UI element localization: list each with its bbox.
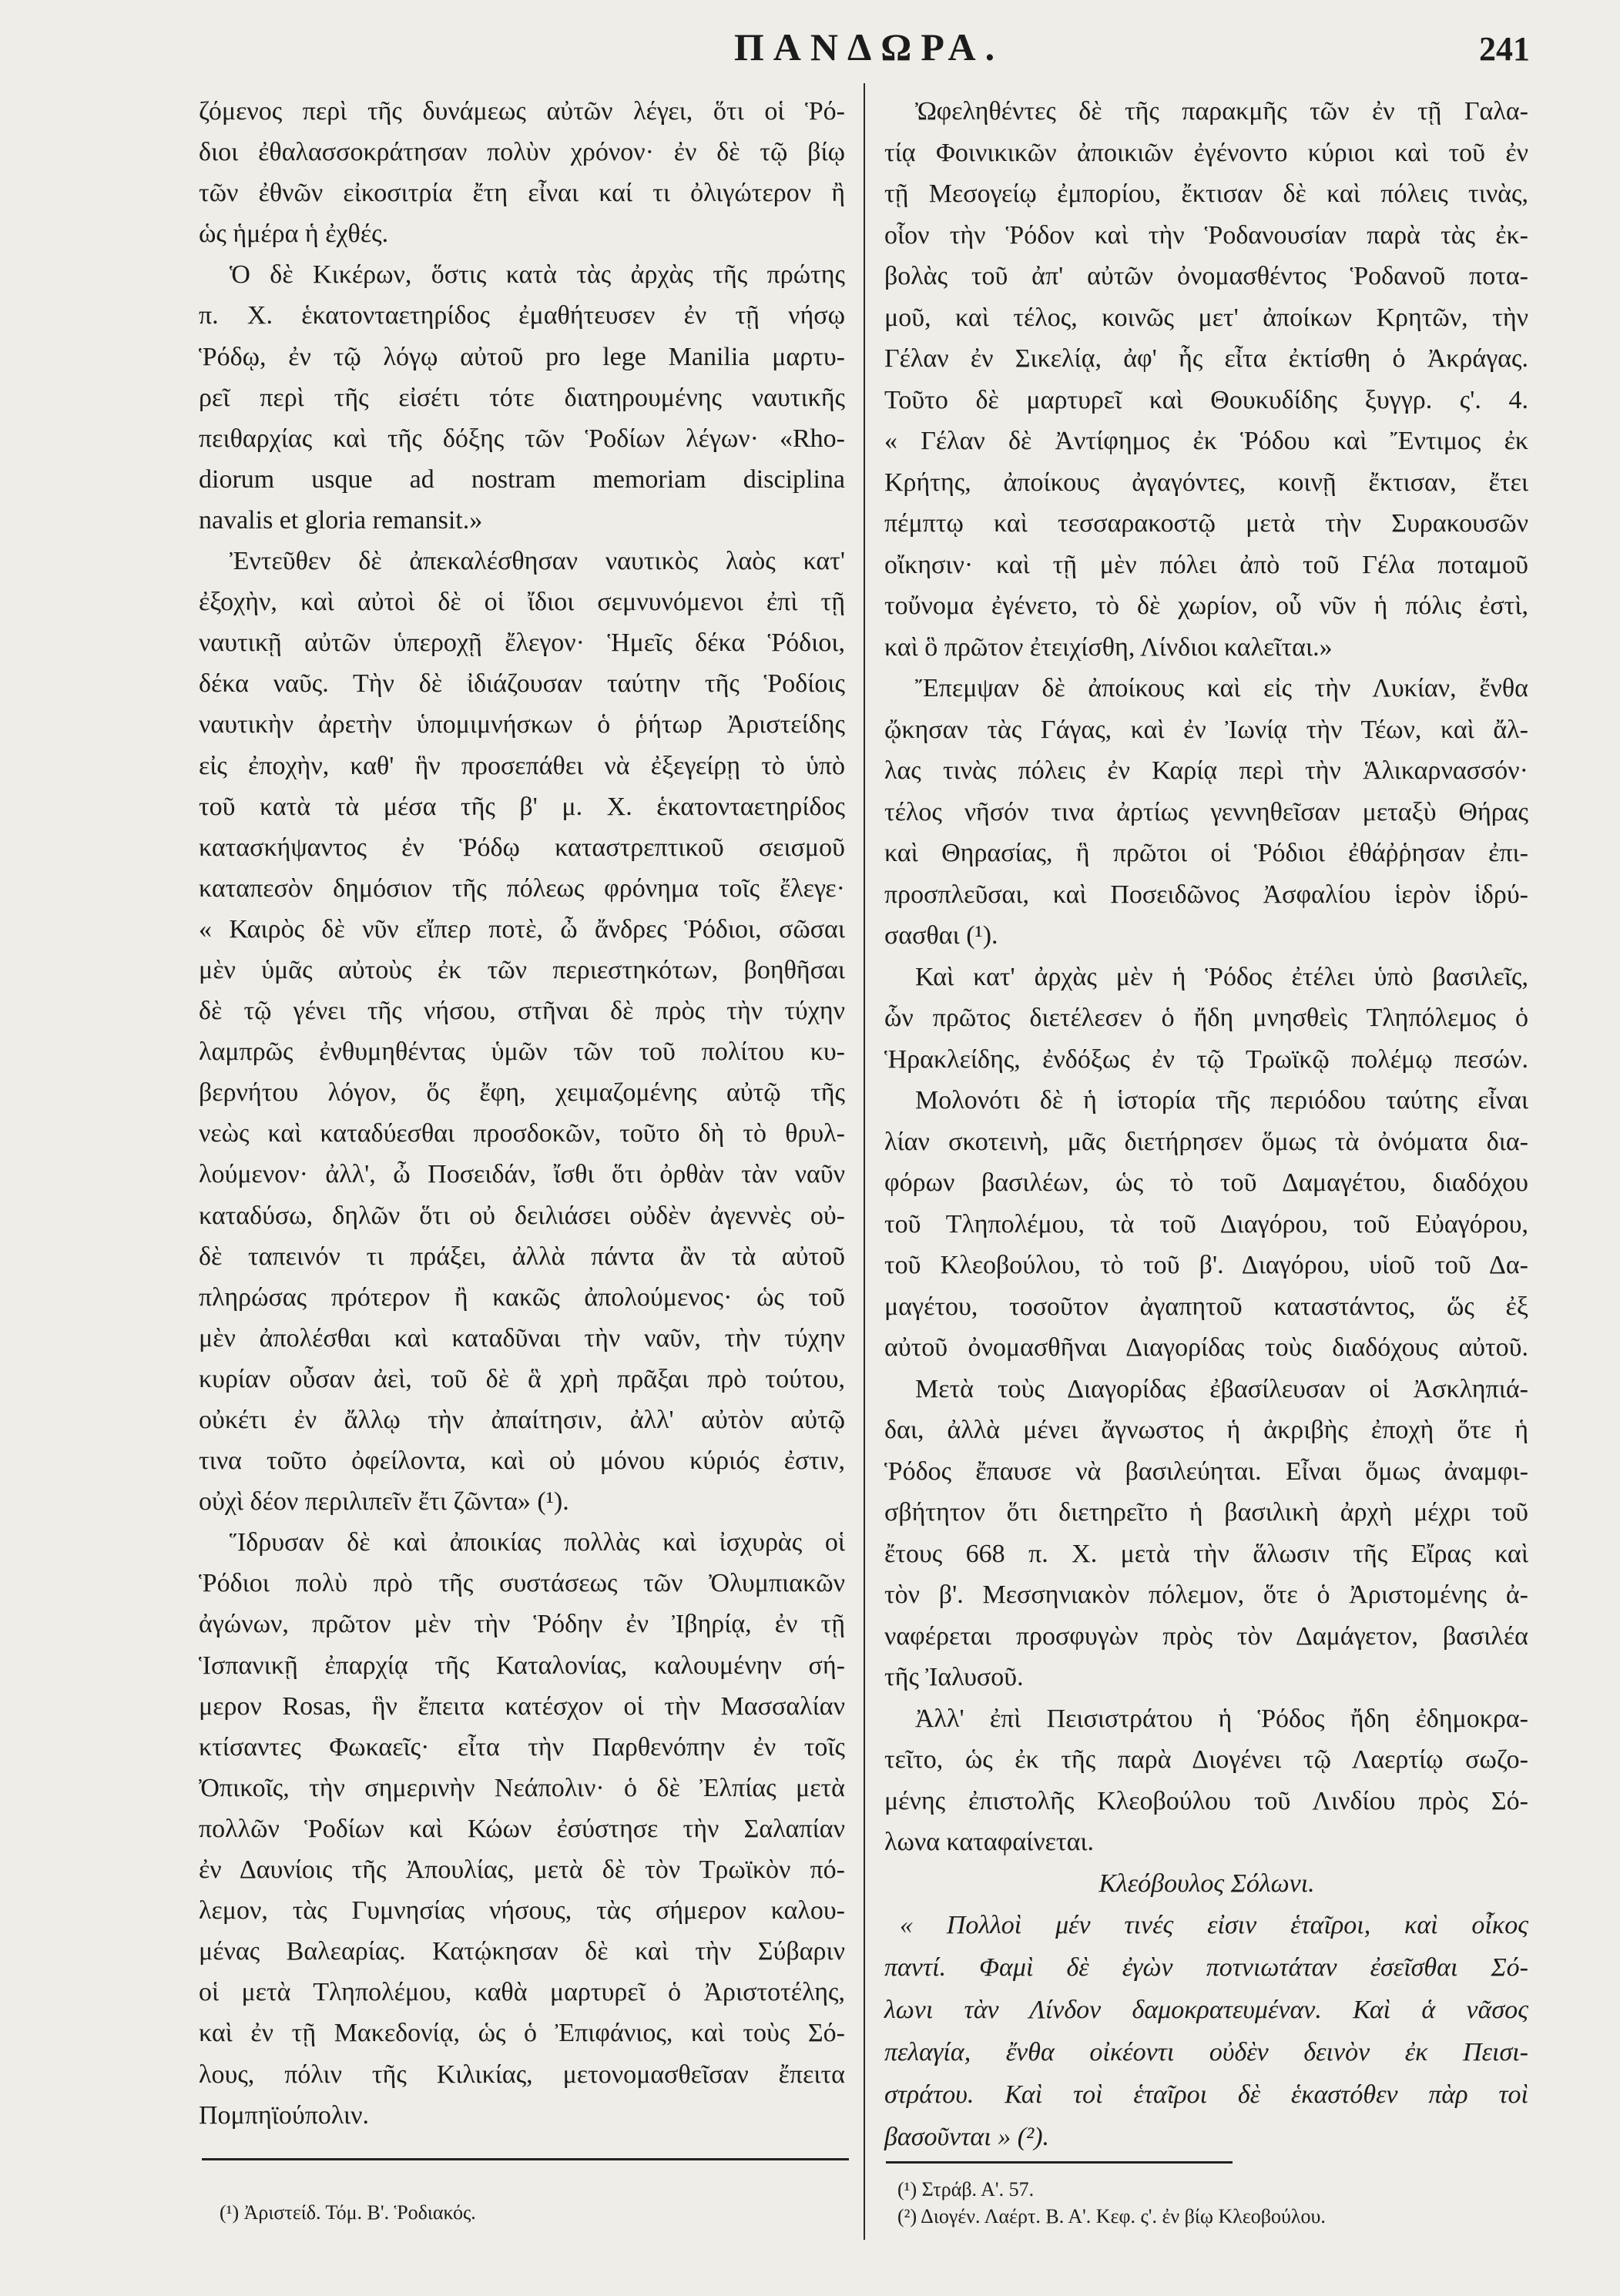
right-line: μοῦ, καὶ τέλος, κοινῶς μετ' ἀποίκων Κρητῶν, τὴν xyxy=(884,303,1528,332)
left-line: ρεῖ περὶ τῆς εἰσέτι τότε διατηρουμένης ναυτικῆς xyxy=(199,383,845,412)
right-line: αὐτοῦ ὀνομασθῆναι Διαγορίδας τοὺς διαδόχους αὐτοῦ. xyxy=(884,1333,1528,1362)
left-line: ζόμενος περὶ τῆς δυνάμεως αὐτῶν λέγει, ὅτι οἱ Ῥό- xyxy=(199,97,845,126)
page-number: 241 xyxy=(1479,30,1530,68)
left-line: μένας Βαλεαρίας. Κατῴκησαν δὲ καὶ τὴν Σύβαριν xyxy=(199,1937,845,1966)
right-line: πέμπτῳ καὶ τεσσαρακοστῷ μετὰ τὴν Συρακουσῶν xyxy=(884,509,1528,538)
right-line: Ἀλλ' ἐπὶ Πεισιστράτου ἡ Ῥόδος ἤδη ἐδημοκρα- xyxy=(915,1704,1528,1733)
left-line: δὲ ταπεινόν τι πράξει, ἀλλὰ πάντα ἂν τὰ αὐτοῦ xyxy=(199,1242,845,1271)
footnote-left-1: (¹) Ἀριστείδ. Τόμ. Β'. Ῥοδιακός. xyxy=(220,2201,476,2224)
letter-line: λωνι τὰν Λίνδον δαμοκρατευμέναν. Καὶ ἁ νᾶσος xyxy=(884,1996,1528,2024)
right-line: Τοῦτο δὲ μαρτυρεῖ καὶ Θουκυδίδης ξυγγρ. ς'. 4. xyxy=(884,385,1528,414)
left-line: λαμπρῶς ἐνθυμηθέντας ὑμῶν τῶν τοῦ πολίτου κυ- xyxy=(199,1037,845,1067)
column-divider xyxy=(864,83,865,2240)
left-line: ἐν Δαυνίοις τῆς Ἀπουλίας, μετὰ δὲ τὸν Τρωϊκὸν πό- xyxy=(199,1855,845,1885)
right-line: προσπλεῦσαι, καὶ Ποσειδῶνος Ἀσφαλίου ἱερὸν ἱδρύ- xyxy=(884,880,1528,909)
right-line: Καὶ κατ' ἀρχὰς μὲν ἡ Ῥόδος ἐτέλει ὑπὸ βασιλεῖς, xyxy=(915,962,1528,991)
right-line: τεῖτο, ὡς ἐκ τῆς παρὰ Διογένει τῷ Λαερτίῳ σωζο- xyxy=(884,1745,1528,1774)
right-line: Γέλαν ἐν Σικελίᾳ, ἀφ' ἧς εἶτα ἐκτίσθη ὁ Ἀκράγας. xyxy=(884,344,1528,373)
left-line: καταπεσὸν δημόσιον τῆς πόλεως φρόνημα τοῖς ἔλεγε· xyxy=(199,873,845,903)
left-line: Ἱσπανικῇ ἐπαρχίᾳ τῆς Καταλονίας, καλουμένην σή- xyxy=(199,1651,845,1680)
right-line: φόρων βασιλέων, ὡς τὸ τοῦ Δαμαγέτου, διαδόχου xyxy=(884,1168,1528,1197)
left-line: τῶν ἐθνῶν εἰκοσιτρία ἔτη εἶναι καί τι ὀλιγώτερον ἢ xyxy=(199,179,845,208)
letter-line: στράτου. Καὶ τοὶ ἑταῖροι δὲ ἑκαστόθεν πὰρ τοὶ xyxy=(884,2080,1528,2109)
left-line: ναυτικὴν ἀρετὴν ὑπομιμνήσκων ὁ ῥήτωρ Ἀριστείδης xyxy=(199,710,845,739)
right-line: δαι, ἀλλὰ μένει ἄγνωστος ἡ ἀκριβὴς ἐποχὴ ὅτε ἡ xyxy=(884,1416,1528,1444)
right-line: « Γέλαν δὲ Ἀντίφημος ἐκ Ῥόδου καὶ Ἔντιμος ἐκ xyxy=(884,427,1528,455)
left-line: Ῥόδῳ, ἐν τῷ λόγῳ αὐτοῦ pro lege Manilia μαρτυ- xyxy=(199,342,845,371)
right-line: τὸν β'. Μεσσηνιακὸν πόλεμον, ὅτε ὁ Ἀριστομένης ἀ- xyxy=(884,1580,1528,1609)
footnote-rule-right xyxy=(886,2161,1233,2164)
letter-line: πελαγία, ἔνθα οἰκέοντι οὐδὲν δεινὸν ἐκ Πεισι- xyxy=(884,2038,1528,2066)
right-line: λίαν σκοτεινὴ, μᾶς διετήρησεν ὅμως τὰ ὀνόματα δια- xyxy=(884,1127,1528,1156)
right-column xyxy=(884,91,1529,2158)
left-line: Ἐντεῦθεν δὲ ἀπεκαλέσθησαν ναυτικὸς λαὸς κατ' xyxy=(230,547,845,576)
letter-heading: Κλεόβουλος Σόλωνι. xyxy=(1098,1869,1315,1898)
left-line: Ὁ δὲ Κικέρων, ὅστις κατὰ τὰς ἀρχὰς τῆς πρώτης xyxy=(230,260,845,290)
left-line: ὡς ἡμέρα ἡ ἐχθές. xyxy=(199,220,389,249)
left-line: μὲν ὑμᾶς αὐτοὺς ἐκ τῶν περιεστηκότων, βοηθῆσαι xyxy=(199,955,845,984)
right-line: ᾤκησαν τὰς Γάγας, καὶ ἐν Ἰωνίᾳ τὴν Τέων, καὶ ἄλ- xyxy=(884,715,1528,744)
left-line: πειθαρχίας καὶ τῆς δόξης τῶν Ῥοδίων λέγων· «Rho- xyxy=(199,424,845,453)
right-line: Ἔπεμψαν δὲ ἀποίκους καὶ εἰς τὴν Λυκίαν, ἔνθα xyxy=(915,674,1528,702)
right-line: σασθαι (¹). xyxy=(884,921,998,950)
left-line: π. Χ. ἑκατονταετηρίδος ἐμαθήτευσεν ἐν τῇ νήσῳ xyxy=(199,301,845,330)
left-line: navalis et gloria remansit.» xyxy=(199,505,483,535)
right-line: Μολονότι δὲ ἡ ἱστορία τῆς περιόδου ταύτης εἶναι xyxy=(915,1086,1528,1114)
left-line: δὲ τῷ γένει τῆς νήσου, στῆναι δὲ πρὸς τὴν τύχην xyxy=(199,997,845,1026)
right-line: Κρήτης, ἀποίκους ἀγαγόντες, κοινῇ ἔκτισαν, ἔτει xyxy=(884,468,1528,497)
letter-line: βασοῦνται » (²). xyxy=(884,2123,1050,2151)
right-line: καὶ ὃ πρῶτον ἐτειχίσθη, Λίνδιοι καλεῖται.» xyxy=(884,632,1333,662)
right-line: ὧν πρῶτος διετέλεσεν ὁ ἤδη μνησθεὶς Τληπόλεμος ὁ xyxy=(884,1004,1528,1032)
right-line: βολὰς τοῦ ἀπ' αὐτῶν ὀνομασθέντος Ῥοδανοῦ ποτα- xyxy=(884,262,1528,290)
left-line: οὐκέτι ἐν ἄλλῳ τὴν ἀπαίτησιν, ἀλλ' αὐτὸν αὐτῷ xyxy=(199,1406,845,1434)
journal-title: ΠΑΝΔΩΡΑ. xyxy=(733,25,1005,69)
right-line: μαγέτου, τοσοῦτον ἀγαπητοῦ καταστάντος, ὥς ἐξ xyxy=(884,1292,1528,1321)
left-line: δέκα ναῦς. Τὴν δὲ ἰδιάζουσαν ταύτην τῆς Ῥοδίοις xyxy=(199,669,845,699)
left-line: διοι ἐθαλασσοκράτησαν πολὺν χρόνον· ἐν δὲ τῷ βίῳ xyxy=(199,138,845,167)
right-line: τῇ Μεσογείῳ ἐμπορίου, ἔκτισαν δὲ καὶ πόλεις τινὰς, xyxy=(884,179,1528,208)
left-column xyxy=(199,91,846,2136)
footnote-right-1: (¹) Στράβ. Α'. 57. xyxy=(897,2178,1035,2200)
left-line: οὐχὶ δέον περιλιπεῖν ἔτι ζῶντα» (¹). xyxy=(199,1487,569,1517)
left-line: Ὀπικοῖς, τὴν σημερινὴν Νεάπολιν· ὁ δὲ Ἐλπίας μετὰ xyxy=(199,1773,845,1802)
right-line: οἷον τὴν Ῥόδον καὶ τὴν Ῥοδανουσίαν παρὰ τὰς ἐκ- xyxy=(884,220,1528,250)
right-line: ναφέρεται προσφυγὼν πρὸς τὸν Δαμάγετον, βασιλέα xyxy=(884,1621,1528,1651)
left-line: τοῦ κατὰ τὰ μέσα τῆς β' μ. Χ. ἑκατονταετηρίδος xyxy=(199,792,845,821)
right-line: μένης ἐπιστολῆς Κλεοβούλου τοῦ Λινδίου πρὸς Σό- xyxy=(884,1786,1528,1815)
left-line: εἰς ἐποχὴν, καθ' ἣν προσεπάθει νὰ ἐξεγείρῃ τὸ ὑπὸ xyxy=(199,751,845,780)
left-line: βερνήτου λόγον, ὅς ἔφη, χειμαζομένης αὐτῷ τῆς xyxy=(199,1078,845,1108)
right-line: τῆς Ἰαλυσοῦ. xyxy=(884,1663,1024,1691)
left-line: τινα τοῦτο ὀφείλοντα, καὶ οὐ μόνου κύριός ἐστιν, xyxy=(199,1446,845,1476)
left-line: « Καιρὸς δὲ νῦν εἴπερ ποτὲ, ὦ ἄνδρες Ῥόδιοι, σῶσαι xyxy=(199,914,845,944)
right-line: σβήτητον ὅτι διετηρεῖτο ἡ βασιλικὴ ἀρχὴ μέχρι τοῦ xyxy=(884,1498,1528,1527)
right-line: τέλος νῆσόν τινα ἀρτίως γεννηθεῖσαν μεταξὺ Θήρας xyxy=(884,797,1528,826)
left-line: λεμον, τὰς Γυμνησίας νήσους, τὰς σήμερον καλου- xyxy=(199,1896,845,1926)
right-line: τίᾳ Φοινικικῶν ἀποικιῶν ἐγένοντο κύριοι καὶ τοῦ ἐν xyxy=(884,138,1528,167)
right-line: τοῦ Τληπολέμου, τὰ τοῦ Διαγόρου, τοῦ Εὐαγόρου, xyxy=(884,1209,1528,1238)
left-line: οἱ μετὰ Τληπολέμου, καθὰ μαρτυρεῖ ὁ Ἀριστοτέλης, xyxy=(199,1978,845,2007)
right-line: λας τινὰς πόλεις ἐν Καρίᾳ περὶ τὴν Ἁλικαρνασσόν· xyxy=(884,756,1528,785)
left-line: Ῥόδιοι πολὺ πρὸ τῆς συστάσεως τῶν Ὀλυμπιακῶν xyxy=(199,1569,845,1598)
left-line: λούμενον· ἀλλ', ὦ Ποσειδάν, ἴσθι ὅτι ὀρθὰν τὰν ναῦν xyxy=(199,1160,845,1189)
left-line: ναυτικῇ αὐτῶν ὑπεροχῇ ἔλεγον· Ἡμεῖς δέκα Ῥόδιοι, xyxy=(199,628,845,658)
left-line: καταδύσω, δηλῶν ὅτι οὐ δειλιάσει οὐδὲν ἀγεννὲς οὐ- xyxy=(199,1201,845,1230)
footnote-right-2: (²) Διογέν. Λαέρτ. Β. Α'. Κεφ. ς'. ἐν βίῳ Κλεοβούλου. xyxy=(897,2205,1326,2227)
right-line: ἔτους 668 π. Χ. μετὰ τὴν ἅλωσιν τῆς Εἴρας καὶ xyxy=(884,1539,1528,1568)
left-line: πληρώσας πρότερον ἢ κακῶς ἀπολούμενος· ὡς τοῦ xyxy=(199,1282,845,1312)
left-line: νεὼς καὶ καταδύεσθαι προσδοκῶν, τοῦτο δὴ τὸ θρυλ- xyxy=(199,1119,845,1148)
left-line: μὲν ἀπολέσθαι καὶ καταδῦναι τὴν ναῦν, τὴν τύχην xyxy=(199,1323,845,1352)
left-line: ἐξοχὴν, καὶ αὐτοὶ δὲ οἱ ἴδιοι σεμνυνόμενοι ἐπὶ τῇ xyxy=(199,588,845,617)
letter-line: « Πολλοὶ μέν τινές εἰσιν ἑταῖροι, καὶ οἶκος xyxy=(900,1911,1528,1939)
right-line: οἴκησιν· καὶ τῇ μὲν πόλει ἀπὸ τοῦ Γέλα ποταμοῦ xyxy=(884,550,1528,579)
right-line: τοὔνομα ἐγένετο, τὸ δὲ χωρίον, οὗ νῦν ἡ πόλις ἐστὶ, xyxy=(884,592,1528,620)
left-line: ἀγώνων, πρῶτον μὲν τὴν Ῥόδην ἐν Ἰβηρίᾳ, ἐν τῇ xyxy=(199,1610,845,1639)
right-line: καὶ Θηρασίας, ἣ πρῶτοι οἱ Ῥόδιοι ἐθάῤῥησαν ἐπι- xyxy=(884,839,1528,867)
right-line: τοῦ Κλεοβούλου, τὸ τοῦ β'. Διαγόρου, υἱοῦ τοῦ Δα- xyxy=(884,1251,1528,1279)
left-line: μερον Rosas, ἣν ἔπειτα κατέσχον οἱ τὴν Μασσαλίαν xyxy=(199,1691,845,1721)
right-line: Ὠφεληθέντες δὲ τῆς παρακμῆς τῶν ἐν τῇ Γαλα- xyxy=(915,97,1528,126)
left-line: κτίσαντες Φωκαεῖς· εἶτα τὴν Παρθενόπην ἐν τοῖς xyxy=(199,1732,845,1761)
letter-line: παντί. Φαμὶ δὲ ἐγὼν ποτνιωτάταν ἐσεῖσθαι Σό- xyxy=(884,1953,1528,1982)
footnote-rule-left xyxy=(202,2158,849,2160)
right-line: Ῥόδος ἔπαυσε νὰ βασιλεύηται. Εἶναι ὅμως ἀναμφι- xyxy=(884,1456,1528,1486)
left-line: πολλῶν Ῥοδίων καὶ Κώων ἐσύστησε τὴν Σαλαπίαν xyxy=(199,1814,845,1843)
left-line: λους, πόλιν τῆς Κιλικίας, μετονομασθεῖσαν ἔπειτα xyxy=(199,2060,845,2089)
left-line: κατασκήψαντος ἐν Ῥόδῳ καταστρεπτικοῦ σεισμοῦ xyxy=(199,833,845,862)
right-line: Ἡρακλείδης, ἐνδόξως ἐν τῷ Τρωϊκῷ πολέμῳ πεσών. xyxy=(884,1044,1528,1074)
right-line: λωνα καταφαίνεται. xyxy=(884,1828,1095,1856)
left-line: Πομπηϊούπολιν. xyxy=(199,2100,369,2130)
left-line: Ἵδρυσαν δὲ καὶ ἀποικίας πολλὰς καὶ ἰσχυρὰς οἱ xyxy=(230,1528,845,1557)
left-line: κυρίαν οὖσαν ἀεὶ, τοῦ δὲ ἃ χρὴ πρᾶξαι πρὸ τούτου, xyxy=(199,1364,845,1393)
left-line: καὶ ἐν τῇ Μακεδονίᾳ, ὡς ὁ Ἐπιφάνιος, καὶ τοὺς Σό- xyxy=(199,2019,845,2048)
right-line: Μετὰ τοὺς Διαγορίδας ἐβασίλευσαν οἱ Ἀσκληπιά- xyxy=(915,1374,1528,1403)
left-line: diorum usque ad nostram memoriam disciplina xyxy=(199,464,845,494)
